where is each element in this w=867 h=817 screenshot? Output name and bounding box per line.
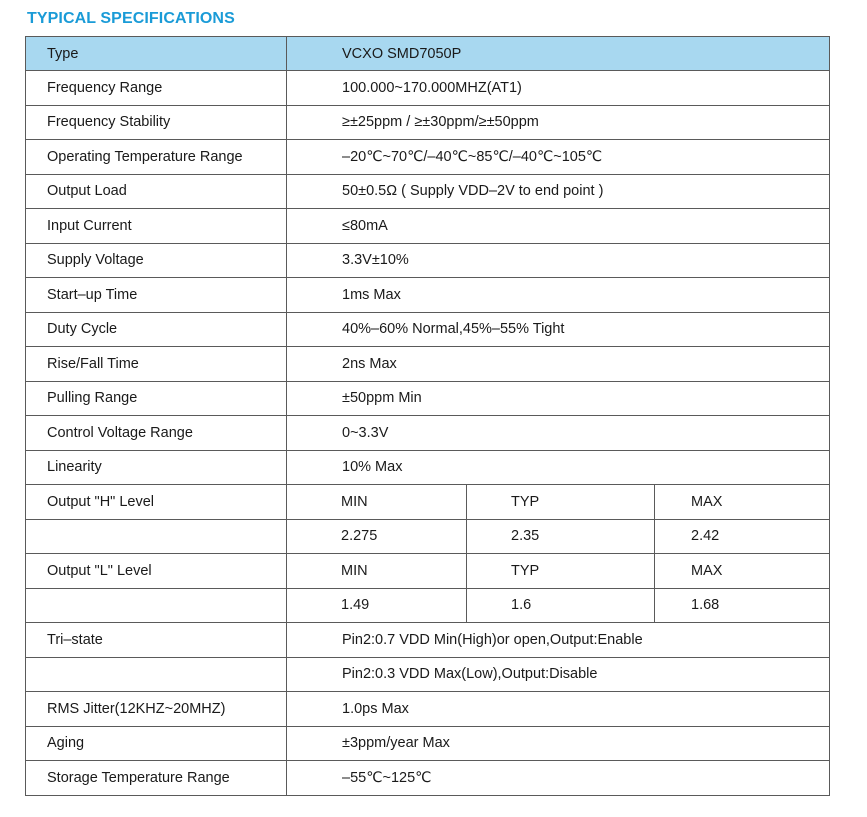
output-l-typ-label: TYP	[467, 554, 655, 589]
output-h-header-row	[26, 485, 830, 520]
table-row	[26, 692, 830, 727]
page-title: TYPICAL SPECIFICATIONS	[27, 10, 235, 27]
empty-cell	[26, 519, 287, 554]
table-header-row	[26, 37, 830, 71]
param-label: Rise/Fall Time	[26, 347, 287, 382]
param-value: –20℃~70℃/–40℃~85℃/–40℃~105℃	[287, 140, 830, 175]
tristate-row-1	[26, 623, 830, 658]
tristate-label: Tri–state	[26, 623, 287, 658]
output-h-typ-label: TYP	[467, 485, 655, 520]
param-label: Start–up Time	[26, 278, 287, 313]
param-label: Control Voltage Range	[26, 416, 287, 451]
param-value: ≤80mA	[287, 209, 830, 244]
param-value: ±3ppm/year Max	[287, 726, 830, 761]
table-row	[26, 726, 830, 761]
output-l-value-row	[26, 588, 830, 623]
param-label: Input Current	[26, 209, 287, 244]
param-value: 50±0.5Ω ( Supply VDD–2V to end point )	[287, 174, 830, 209]
output-l-max-value: 1.68	[655, 588, 830, 623]
table-row	[26, 761, 830, 796]
specifications-table	[25, 36, 830, 796]
param-label: Operating Temperature Range	[26, 140, 287, 175]
tristate-enable-value: Pin2:0.7 VDD Min(High)or open,Output:Enable	[287, 623, 830, 658]
table-row	[26, 174, 830, 209]
output-h-max-label: MAX	[655, 485, 830, 520]
output-l-min-label: MIN	[287, 554, 467, 589]
param-label: Output Load	[26, 174, 287, 209]
output-h-typ-value: 2.35	[467, 519, 655, 554]
table-row	[26, 416, 830, 451]
param-label: Supply Voltage	[26, 243, 287, 278]
param-label: Duty Cycle	[26, 312, 287, 347]
table-row	[26, 347, 830, 382]
param-label: Storage Temperature Range	[26, 761, 287, 796]
param-value: 10% Max	[287, 450, 830, 485]
param-value: 2ns Max	[287, 347, 830, 382]
output-h-min-value: 2.275	[287, 519, 467, 554]
param-label: Frequency Range	[26, 71, 287, 106]
output-l-max-label: MAX	[655, 554, 830, 589]
empty-cell	[26, 588, 287, 623]
output-l-min-value: 1.49	[287, 588, 467, 623]
tristate-row-2	[26, 657, 830, 692]
param-label: Pulling Range	[26, 381, 287, 416]
table-row	[26, 209, 830, 244]
output-h-label: Output "H" Level	[26, 485, 287, 520]
param-value: 1.0ps Max	[287, 692, 830, 727]
output-h-value-row	[26, 519, 830, 554]
header-label: Type	[26, 37, 287, 71]
param-value: 3.3V±10%	[287, 243, 830, 278]
tristate-disable-value: Pin2:0.3 VDD Max(Low),Output:Disable	[287, 657, 830, 692]
output-l-header-row	[26, 554, 830, 589]
table-row	[26, 278, 830, 313]
param-label: Frequency Stability	[26, 105, 287, 140]
table-row	[26, 243, 830, 278]
table-row	[26, 105, 830, 140]
param-value: 100.000~170.000MHZ(AT1)	[287, 71, 830, 106]
param-label: Aging	[26, 726, 287, 761]
empty-cell	[26, 657, 287, 692]
header-value: VCXO SMD7050P	[287, 37, 830, 71]
param-value: ±50ppm Min	[287, 381, 830, 416]
param-label: Linearity	[26, 450, 287, 485]
param-value: 40%–60% Normal,45%–55% Tight	[287, 312, 830, 347]
param-label: RMS Jitter(12KHZ~20MHZ)	[26, 692, 287, 727]
table-row	[26, 381, 830, 416]
param-value: 1ms Max	[287, 278, 830, 313]
table-row	[26, 71, 830, 106]
table-row	[26, 312, 830, 347]
output-h-max-value: 2.42	[655, 519, 830, 554]
output-h-min-label: MIN	[287, 485, 467, 520]
output-l-label: Output "L" Level	[26, 554, 287, 589]
output-l-typ-value: 1.6	[467, 588, 655, 623]
param-value: ≥±25ppm / ≥±30ppm/≥±50ppm	[287, 105, 830, 140]
table-row	[26, 140, 830, 175]
table-row	[26, 450, 830, 485]
param-value: –55℃~125℃	[287, 761, 830, 796]
param-value: 0~3.3V	[287, 416, 830, 451]
